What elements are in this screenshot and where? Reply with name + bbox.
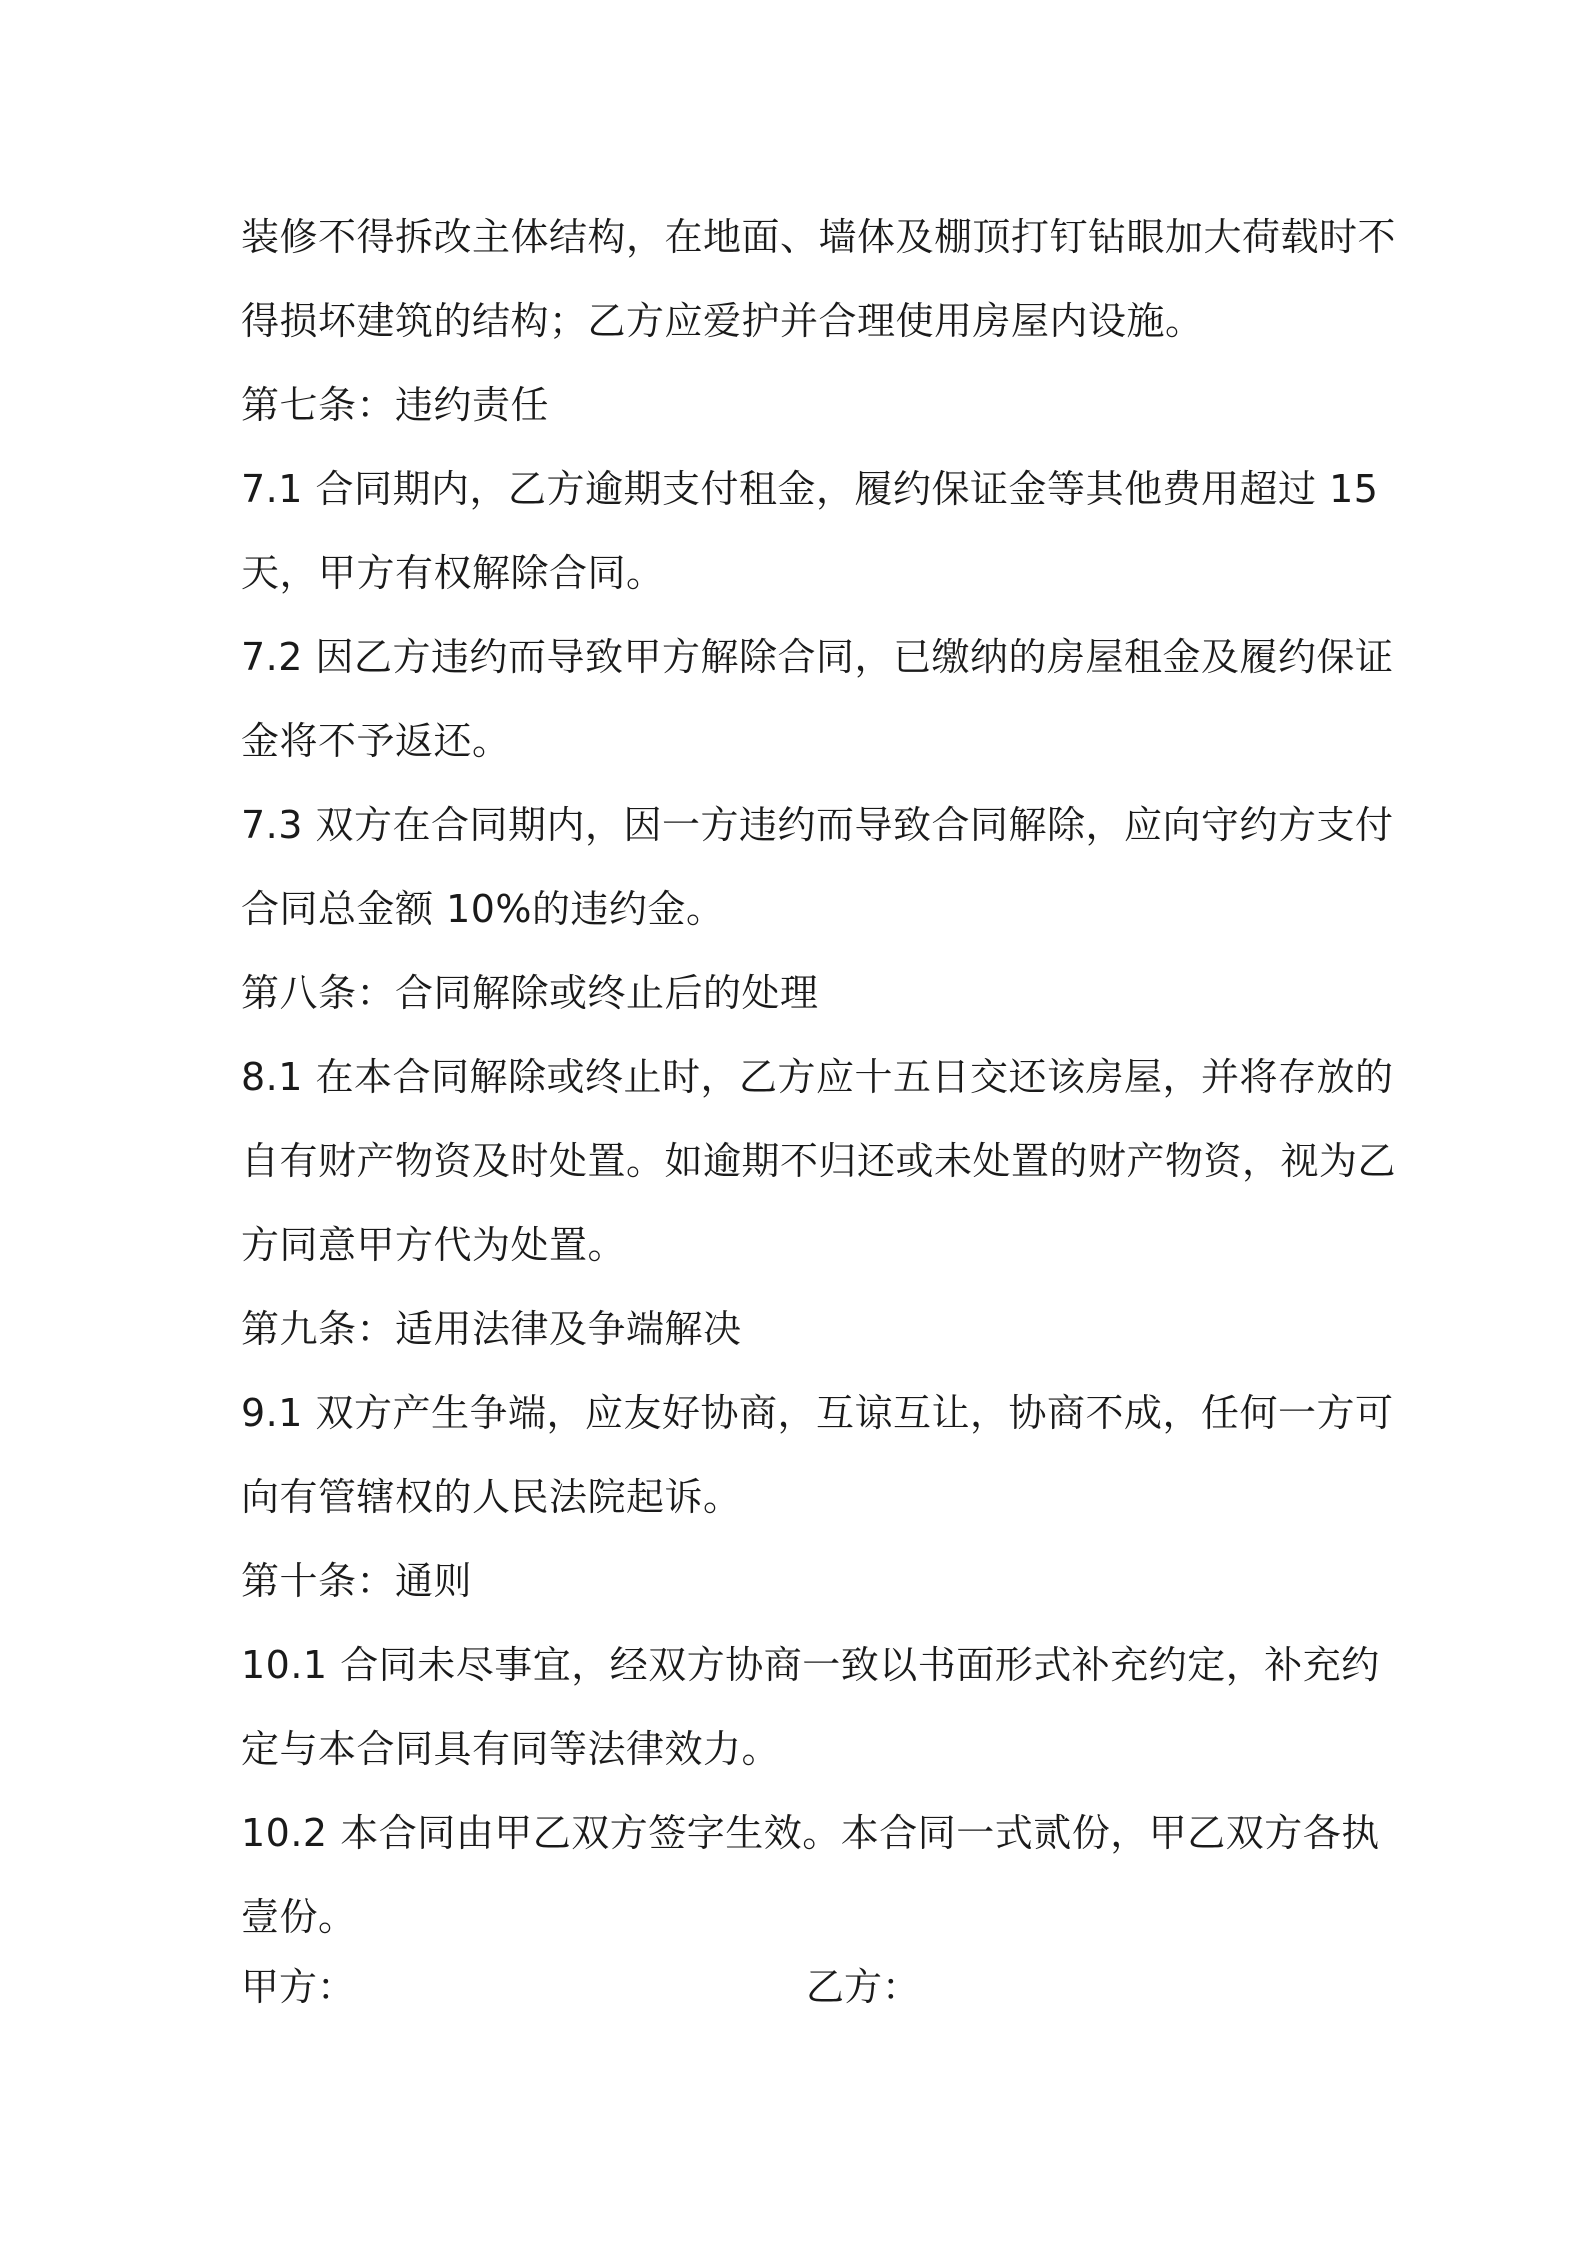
text-line: 8.1 在本合同解除或终止时，乙方应十五日交还该房屋，并将存放的 bbox=[241, 1055, 1394, 1099]
text-line: 自有财产物资及时处置。如逾期不归还或未处置的财产物资，视为乙 bbox=[241, 1139, 1397, 1183]
text-line: 金将不予返还。 bbox=[241, 719, 511, 763]
party-b-label: 乙方： bbox=[806, 1965, 921, 2009]
section-heading: 第七条：违约责任 bbox=[241, 383, 550, 427]
contract-body bbox=[241, 195, 1397, 1959]
text-line: 9.1 双方产生争端，应友好协商，互谅互让，协商不成，任何一方可 bbox=[241, 1391, 1394, 1435]
text-line: 向有管辖权的人民法院起诉。 bbox=[241, 1475, 742, 1519]
text-line: 10.2 本合同由甲乙双方签字生效。本合同一式贰份，甲乙双方各执 bbox=[241, 1811, 1380, 1855]
section-heading: 第十条：通则 bbox=[241, 1559, 473, 1603]
text-line: 7.2 因乙方违约而导致甲方解除合同，已缴纳的房屋租金及履约保证 bbox=[241, 635, 1394, 679]
text-line: 得损坏建筑的结构；乙方应爱护并合理使用房屋内设施。 bbox=[241, 299, 1204, 343]
text-line: 7.1 合同期内，乙方逾期支付租金，履约保证金等其他费用超过 15 bbox=[241, 467, 1379, 511]
signature-block bbox=[241, 1945, 1361, 2029]
text-line: 方同意甲方代为处置。 bbox=[241, 1223, 627, 1267]
text-line: 定与本合同具有同等法律效力。 bbox=[241, 1727, 781, 1771]
text-line: 10.1 合同未尽事宜，经双方协商一致以书面形式补充约定，补充约 bbox=[241, 1643, 1380, 1687]
text-line: 壹份。 bbox=[241, 1895, 357, 1939]
text-line: 装修不得拆改主体结构，在地面、墙体及棚顶打钉钻眼加大荷载时不 bbox=[241, 215, 1397, 259]
party-a-label: 甲方： bbox=[241, 1965, 356, 2009]
text-line: 天，甲方有权解除合同。 bbox=[241, 551, 665, 595]
text-line: 合同总金额 10%的违约金。 bbox=[241, 887, 725, 931]
text-line: 7.3 双方在合同期内，因一方违约而导致合同解除，应向守约方支付 bbox=[241, 803, 1394, 847]
section-heading: 第八条：合同解除或终止后的处理 bbox=[241, 971, 819, 1015]
section-heading: 第九条：适用法律及争端解决 bbox=[241, 1307, 742, 1351]
